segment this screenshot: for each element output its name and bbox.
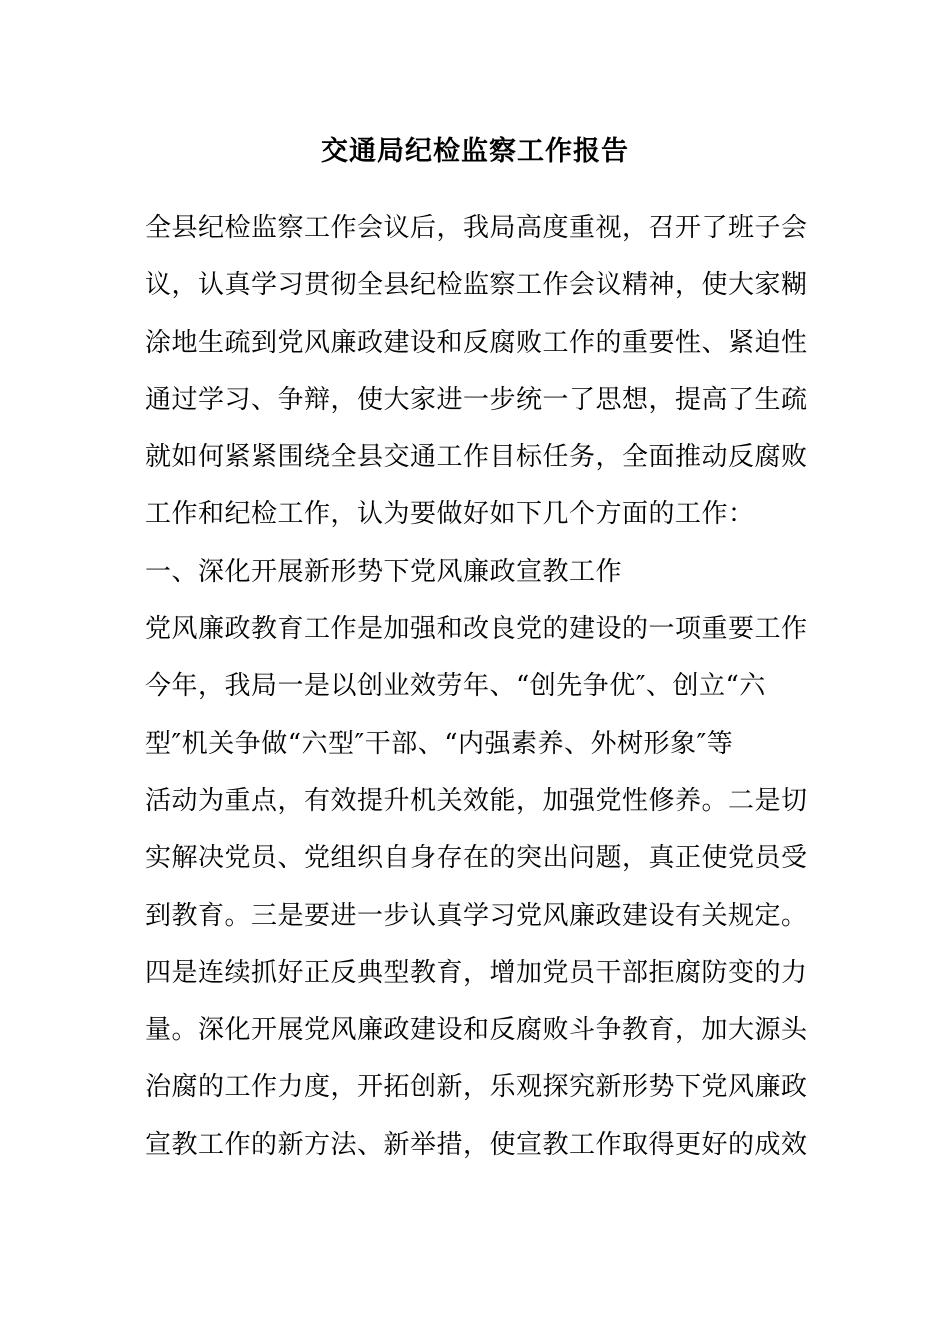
body-line: 今年，我局一是以创业效劳年、“创先争优″、创立“六 bbox=[145, 671, 766, 702]
body-line: 型″机关争做“六型″干部、“内强素养、外树形象″等 bbox=[145, 728, 734, 759]
body-line: 全县纪检监察工作会议后，我局高度重视，召开了班子会 bbox=[145, 213, 808, 243]
body-line: 活动为重点，有效提升机关效能，加强党性修养。二是切 bbox=[145, 785, 808, 816]
body-line: 就如何紧紧围绕全县交通工作目标任务，全面推动反腐败 bbox=[145, 442, 808, 473]
body-line: 通过学习、争辩，使大家进一步统一了思想，提高了生疏 bbox=[145, 384, 808, 415]
body-line: 治腐的工作力度，开拓创新，乐观探究新形势下党风廉政 bbox=[145, 1072, 808, 1103]
body-line: 工作和纪检工作，认为要做好如下几个方面的工作： bbox=[145, 499, 755, 530]
body-line: 实解决党员、党组织自身存在的突出问题，真正使党员受 bbox=[145, 843, 808, 874]
body-line: 党风廉政教育工作是加强和改良党的建设的一项重要工作 bbox=[145, 614, 808, 645]
body-line: 量。深化开展党风廉政建设和反腐败斗争教育，加大源头 bbox=[145, 1015, 808, 1046]
body-line: 四是连续抓好正反典型教育，增加党员干部拒腐防变的力 bbox=[145, 957, 808, 988]
body-line: 宣教工作的新方法、新举措，使宣教工作取得更好的成效 bbox=[145, 1129, 808, 1160]
body-line: 涂地生疏到党风廉政建设和反腐败工作的重要性、紧迫性 bbox=[145, 327, 808, 358]
document-body bbox=[145, 200, 810, 1174]
section-heading: 一、深化开展新形势下党风廉政宣教工作 bbox=[145, 556, 623, 587]
document-title: 交通局纪检监察工作报告 bbox=[321, 136, 629, 167]
body-line: 到教育。三是要进一步认真学习党风廉政建设有关规定。 bbox=[145, 900, 808, 931]
body-line: 议，认真学习贯彻全县纪检监察工作会议精神，使大家糊 bbox=[145, 270, 808, 301]
